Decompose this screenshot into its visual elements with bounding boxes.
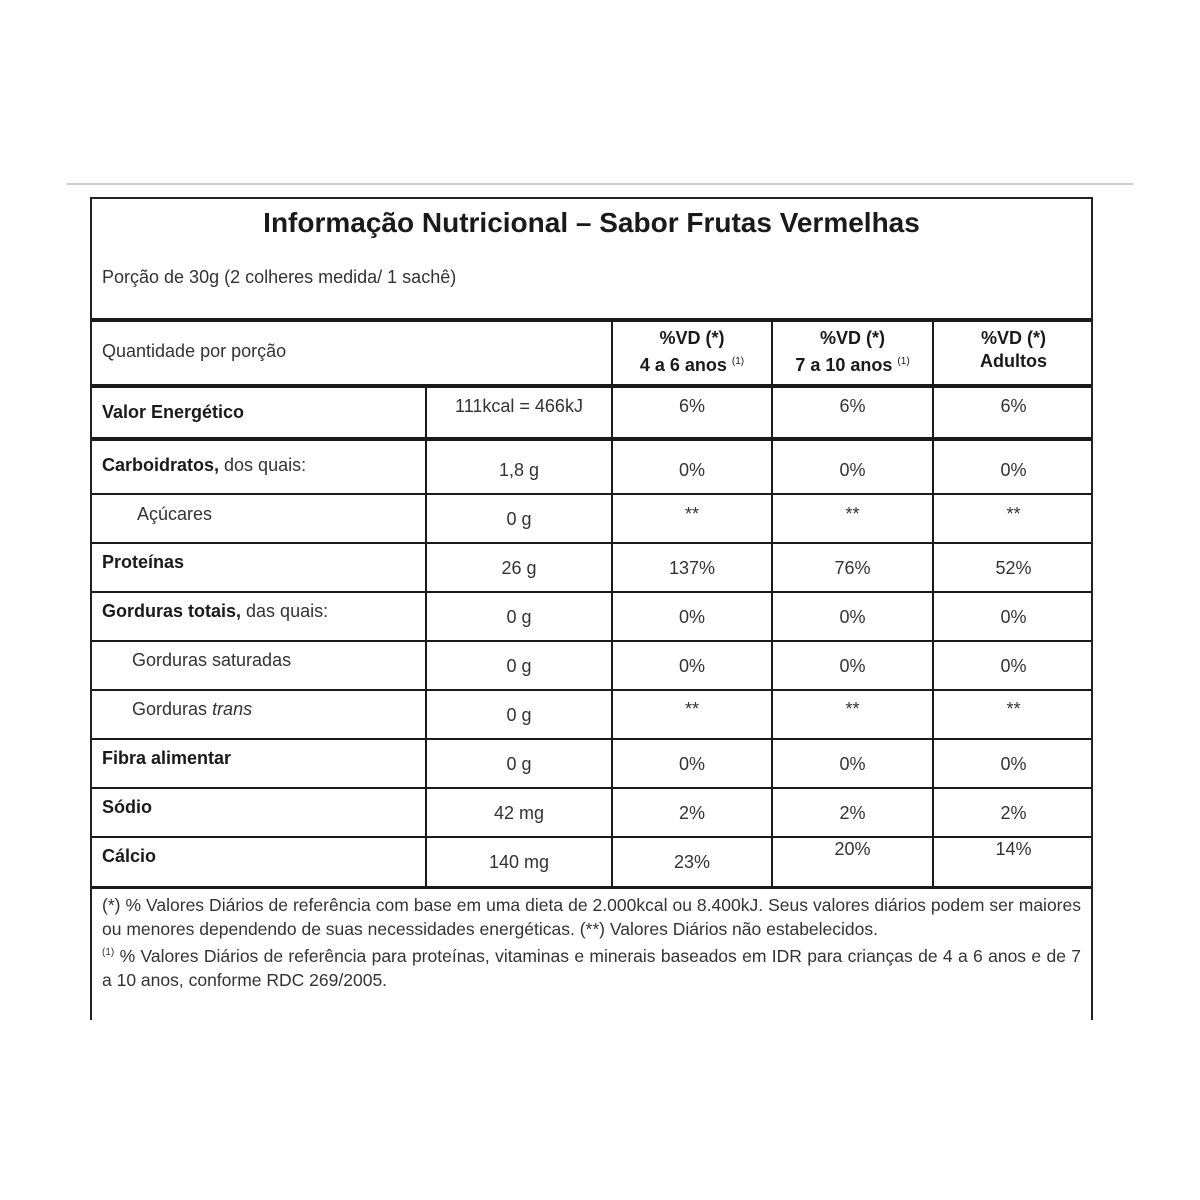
nutrient-name-saturated-fat: Gorduras saturadas — [132, 650, 292, 670]
header-vd-7-10-line2: 7 a 10 anos $^{(1)}$ — [795, 355, 910, 375]
vd-4-6-total-fat: 0% — [678, 607, 705, 627]
header-vd-7-10-line1: %VD (*) — [819, 328, 885, 348]
vd-7-10-total-fat: 0% — [839, 607, 866, 627]
vd-4-6-sugars: ** — [684, 504, 699, 524]
amount-calcium: 140 mg — [488, 852, 550, 872]
nutrient-name-trans-fat: Gorduras trans — [132, 699, 253, 719]
footnote-daily-values: (*) % Valores Diários de referência com base em uma dieta de 2.000kcal ou 8.400kJ. Seus valores diários podem ser maiores ou menores dependendo de suas necessidades energéticas. (**) Valores Diários não estabelecidos. — [102, 895, 1081, 939]
header-bottom-divider — [92, 384, 1091, 388]
vd-7-10-sugars: ** — [845, 504, 860, 524]
header-divider-thick — [92, 318, 1091, 322]
amount-total-fat: 0 g — [506, 607, 532, 627]
vd-4-6-trans-fat: ** — [684, 699, 699, 719]
nutrient-name-sugars: Açúcares — [137, 504, 213, 524]
nutrient-name-carbohydrates: Carboidratos, dos quais: — [102, 455, 307, 475]
header-vd-4-6-line1: %VD (*) — [659, 328, 725, 348]
vd-adults-fiber: 0% — [1000, 754, 1027, 774]
header-vd-adults — [934, 327, 1093, 373]
vd-4-6-sodium: 2% — [678, 803, 705, 823]
vd-7-10-saturated-fat: 0% — [839, 656, 866, 676]
footnotes — [102, 893, 1081, 992]
vd-adults-calcium: 14% — [995, 839, 1032, 859]
amount-trans-fat: 0 g — [506, 705, 532, 725]
row-divider — [92, 542, 1091, 544]
vd-7-10-trans-fat: ** — [845, 699, 860, 719]
header-vd-adults-line1: %VD (*) — [980, 328, 1046, 348]
nutrient-name-calcium: Cálcio — [102, 846, 157, 866]
vd-adults-total-fat: 0% — [1000, 607, 1027, 627]
vd-4-6-carbohydrates: 0% — [678, 460, 705, 480]
nutrient-name-proteins: Proteínas — [102, 552, 185, 572]
vd-7-10-carbohydrates: 0% — [839, 460, 866, 480]
vd-4-6-saturated-fat: 0% — [678, 656, 705, 676]
energy-vd-7-10: 6% — [839, 396, 866, 416]
header-vd-4-6 — [613, 327, 771, 377]
label-title: Informação Nutricional – Sabor Frutas Vermelhas — [263, 207, 920, 238]
vd-4-6-calcium: 23% — [673, 852, 711, 872]
vd-7-10-proteins: 76% — [834, 558, 871, 578]
quantity-per-portion-label: Quantidade por porção — [102, 341, 287, 361]
energy-amount: 111kcal = 466kJ — [455, 396, 583, 416]
vd-adults-saturated-fat: 0% — [1000, 656, 1027, 676]
row-divider — [92, 640, 1091, 642]
row-divider — [92, 787, 1091, 789]
energy-vd-adults: 6% — [1000, 396, 1027, 416]
vd-7-10-fiber: 0% — [839, 754, 866, 774]
vd-adults-trans-fat: ** — [1006, 699, 1021, 719]
amount-sodium: 42 mg — [493, 803, 545, 823]
header-vd-4-6-line2: 4 a 6 anos $^{(1)}$ — [639, 355, 745, 375]
top-divider — [67, 183, 1133, 185]
row-divider — [92, 836, 1091, 838]
portion-size: Porção de 30g (2 colheres medida/ 1 sachê) — [102, 267, 457, 287]
nutrition-facts-label — [90, 197, 1093, 1020]
header-vd-adults-line2: Adultos — [980, 351, 1047, 371]
energy-vd-4-6: 6% — [678, 396, 705, 416]
amount-sugars: 0 g — [506, 509, 532, 529]
vd-7-10-sodium: 2% — [839, 803, 866, 823]
amount-carbohydrates: 1,8 g — [498, 460, 540, 480]
vd-adults-sugars: ** — [1006, 504, 1021, 524]
nutrient-name-total-fat: Gorduras totais, das quais: — [102, 601, 329, 621]
footnote-idr: $^{(1)}$ % Valores Diários de referência para proteínas, vitaminas e minerais baseados em IDR para crianças de 4 a 6 anos e de 7 a 10 anos, conforme RDC 269/2005. — [102, 945, 1081, 990]
vd-4-6-fiber: 0% — [678, 754, 705, 774]
row-divider — [92, 591, 1091, 593]
header-vd-7-10 — [773, 327, 932, 377]
vd-adults-carbohydrates: 0% — [1000, 460, 1027, 480]
amount-proteins: 26 g — [501, 558, 537, 578]
energy-name: Valor Energético — [102, 402, 245, 422]
nutrient-name-sodium: Sódio — [102, 797, 152, 817]
row-divider — [92, 738, 1091, 740]
vd-4-6-proteins: 137% — [668, 558, 716, 578]
amount-saturated-fat: 0 g — [506, 656, 532, 676]
vd-adults-sodium: 2% — [1000, 803, 1027, 823]
footnote-divider — [92, 886, 1091, 889]
nutrient-name-fiber: Fibra alimentar — [102, 748, 232, 768]
row-divider — [92, 689, 1091, 691]
row-divider — [92, 493, 1091, 495]
vd-adults-proteins: 52% — [995, 558, 1032, 578]
amount-fiber: 0 g — [506, 754, 532, 774]
vd-7-10-calcium: 20% — [834, 839, 871, 859]
energy-bottom-divider — [92, 437, 1091, 441]
